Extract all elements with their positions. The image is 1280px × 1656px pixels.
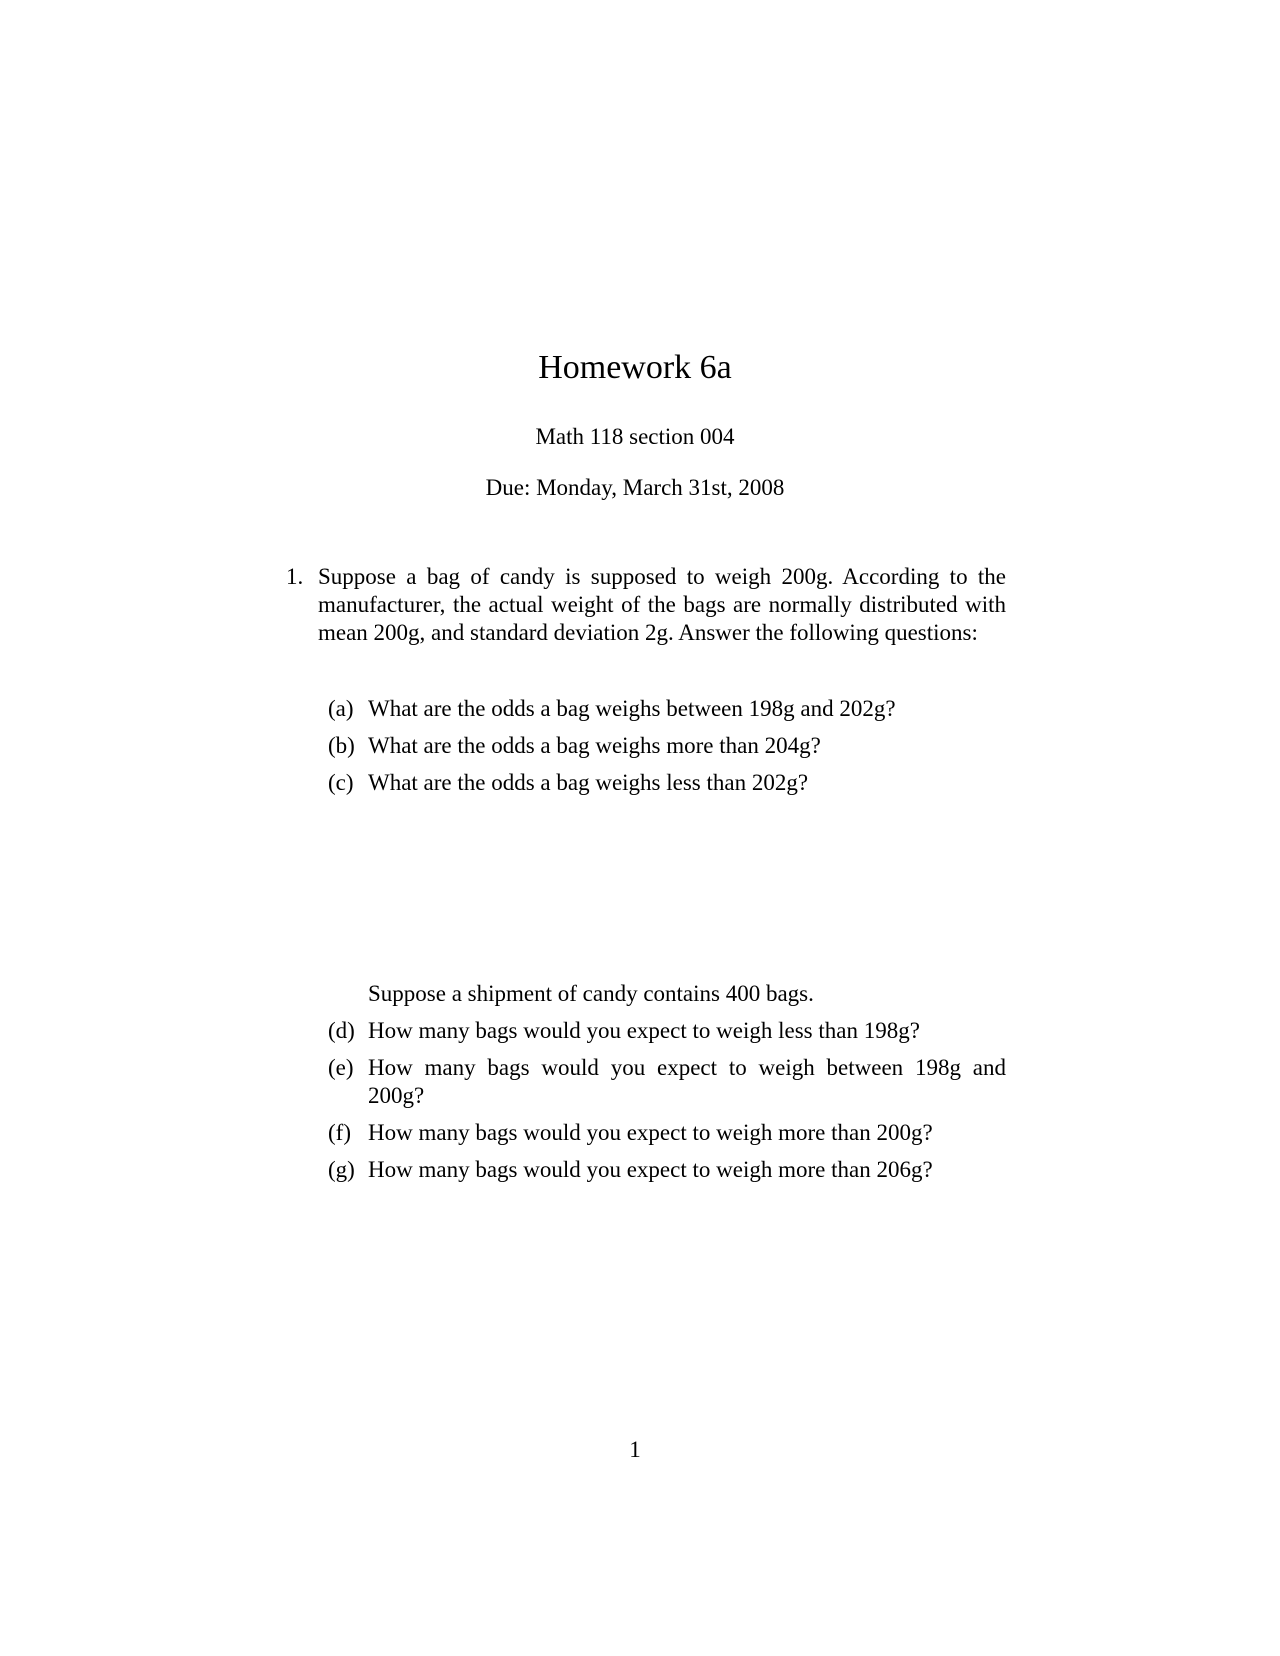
page-number: 1 xyxy=(629,1437,641,1462)
subquestion-label: (f) xyxy=(328,1120,351,1145)
subquestion-text: What are the odds a bag weighs more than 204g? xyxy=(368,733,821,758)
subquestion-text: What are the odds a bag weighs between 198g and 202g? xyxy=(368,696,896,721)
subquestion-text: How many bags would you expect to weigh more than 200g? xyxy=(368,1120,933,1145)
subquestions-second xyxy=(328,1017,1006,1193)
subquestion-f xyxy=(328,1119,1006,1147)
subquestion-label: (c) xyxy=(328,770,354,795)
subquestion-g xyxy=(328,1156,1006,1184)
subquestion-d xyxy=(328,1017,1006,1045)
subquestion-c xyxy=(328,769,1006,797)
problem-1 xyxy=(286,563,1006,647)
due-date: Due: Monday, March 31st, 2008 xyxy=(485,475,785,500)
subquestion-text: How many bags would you expect to weigh more than 206g? xyxy=(368,1157,933,1182)
subquestion-label: (e) xyxy=(328,1055,354,1080)
subquestion-label: (d) xyxy=(328,1018,355,1043)
subquestion-text: How many bags would you expect to weigh less than 198g? xyxy=(368,1018,920,1043)
subquestion-text: What are the odds a bag weighs less than 202g? xyxy=(368,770,809,795)
problem-text: Suppose a bag of candy is supposed to weigh 200g. According to the manufacturer, the actual weight of the bags are normally distributed with mean 200g, and standard deviation 2g. Answer the following questions: xyxy=(318,564,1006,645)
document-title: Homework 6a xyxy=(538,349,732,386)
problem-number: 1. xyxy=(286,564,304,589)
subquestion-label: (b) xyxy=(328,733,355,758)
course-line: Math 118 section 004 xyxy=(535,424,735,449)
subquestion-b xyxy=(328,732,1006,760)
subquestion-e xyxy=(328,1054,1006,1110)
subquestions-first xyxy=(328,695,1006,806)
subquestion-label: (g) xyxy=(328,1157,355,1182)
subquestion-label: (a) xyxy=(328,696,354,721)
subquestion-a xyxy=(328,695,1006,723)
subquestion-text: How many bags would you expect to weigh between 198g and 200g? xyxy=(368,1055,1006,1108)
shipment-text: Suppose a shipment of candy contains 400 bags. xyxy=(368,981,814,1006)
